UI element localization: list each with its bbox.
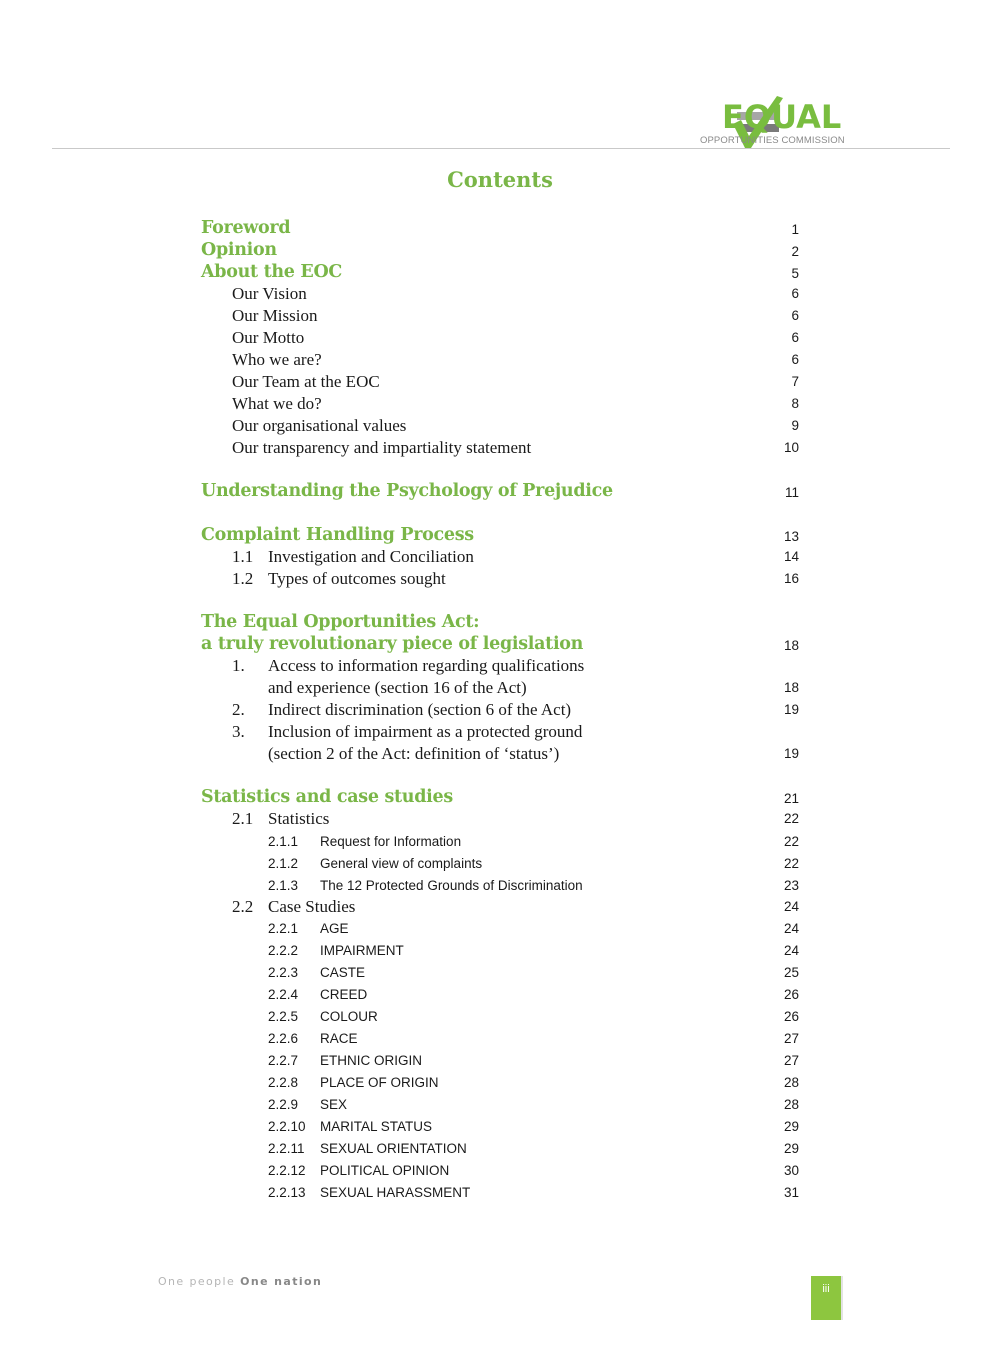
toc-entry-page: 22	[783, 856, 799, 871]
logo-subtitle: OPPORTUNITIES COMMISSION	[700, 135, 845, 146]
toc-entry-page: 16	[783, 571, 799, 586]
toc-entry-label: MARITAL STATUS	[320, 1119, 433, 1134]
toc-entry[interactable]	[0, 524, 1000, 546]
toc-entry-number: 2.	[232, 700, 245, 719]
toc-entry-label: Foreword	[201, 218, 291, 238]
toc-entry[interactable]	[0, 962, 1000, 984]
toc-entry-page: 28	[783, 1075, 799, 1090]
logo-word: EQUAL	[722, 98, 842, 136]
toc-entry[interactable]	[0, 217, 1000, 239]
toc-entry-label: Understanding the Psychology of Prejudice	[201, 481, 613, 501]
toc-entry[interactable]	[0, 940, 1000, 962]
toc-entry-label: PLACE OF ORIGIN	[320, 1075, 439, 1090]
toc-entry-label: General view of complaints	[320, 856, 483, 871]
toc-entry-number: 2.2.9	[268, 1097, 299, 1112]
toc-entry-label: SEXUAL ORIENTATION	[320, 1141, 467, 1156]
toc-entry[interactable]	[0, 808, 1000, 830]
page-number-badge	[811, 1276, 841, 1320]
toc-entry-label: Statistics	[268, 809, 330, 828]
toc-entry-number: 2.1.2	[268, 856, 299, 871]
toc-entry-label: CREED	[320, 987, 368, 1002]
toc-entry[interactable]	[0, 283, 1000, 305]
toc-entry-page: 19	[783, 702, 799, 717]
toc-entry-page: 10	[783, 440, 799, 455]
toc-entry[interactable]	[0, 1116, 1000, 1138]
toc-entry-page: 29	[783, 1141, 799, 1156]
toc-entry-label: Case Studies	[268, 897, 356, 916]
toc-entry-number: 1.2	[232, 569, 254, 588]
toc-entry-number: 1.	[232, 656, 245, 675]
toc-entry-page: 28	[783, 1097, 799, 1112]
toc-entry[interactable]	[0, 480, 1000, 502]
page-number: iii	[822, 1283, 830, 1295]
toc-entry-label: Our Mission	[232, 306, 318, 325]
toc-entry-number: 2.2.6	[268, 1031, 299, 1046]
toc-entry-page: 25	[783, 965, 799, 980]
toc-entry-number: 1.1	[232, 547, 254, 566]
tagline-dark: One nation	[240, 1275, 323, 1288]
toc-entry-label: Complaint Handling Process	[201, 525, 474, 545]
toc-entry-label: Access to information regarding qualifications	[268, 656, 585, 675]
toc-entry-label: Statistics and case studies	[201, 787, 453, 807]
toc-entry-label: What we do?	[232, 394, 322, 413]
toc-entry[interactable]	[0, 831, 1000, 853]
toc-entry[interactable]	[0, 305, 1000, 327]
toc-entry-page: 26	[783, 1009, 799, 1024]
toc-entry[interactable]	[0, 327, 1000, 349]
toc-entry-page: 19	[783, 746, 799, 761]
toc-entry-number: 2.2.11	[268, 1141, 305, 1156]
toc-entry-page: 6	[791, 352, 799, 367]
toc-entry-label: Who we are?	[232, 350, 322, 369]
toc-entry-label: Investigation and Conciliation	[268, 547, 474, 566]
toc-entry-label: a truly revolutionary piece of legislation	[201, 634, 584, 654]
toc-entry[interactable]	[0, 371, 1000, 393]
page-title: Contents	[447, 167, 553, 192]
toc-entry-page: 6	[791, 330, 799, 345]
toc-entry-number: 2.2.1	[268, 921, 299, 936]
toc-entry[interactable]	[0, 677, 1000, 699]
toc-entry-page: 27	[783, 1053, 799, 1068]
toc-entry[interactable]	[0, 261, 1000, 283]
toc-entry-label: COLOUR	[320, 1009, 378, 1024]
toc-entry-label: SEX	[320, 1097, 348, 1112]
toc-entry[interactable]	[0, 1182, 1000, 1204]
toc-entry-label: Request for Information	[320, 834, 462, 849]
toc-entry-page: 8	[791, 396, 799, 411]
toc-entry-number: 2.2	[232, 897, 254, 916]
toc-entry-page: 24	[783, 899, 799, 914]
toc-entry-label: and experience (section 16 of the Act)	[268, 678, 527, 697]
toc-entry-page: 27	[783, 1031, 799, 1046]
toc-entry-label: ETHNIC ORIGIN	[320, 1053, 423, 1068]
toc-entry[interactable]	[0, 1138, 1000, 1160]
toc-entry-page: 6	[791, 286, 799, 301]
toc-entry-page: 29	[783, 1119, 799, 1134]
toc-entry[interactable]	[0, 437, 1000, 459]
toc-entry-page: 1	[791, 222, 799, 237]
toc-entry-label: The Equal Opportunities Act:	[201, 612, 480, 632]
toc-entry-number: 2.2.2	[268, 943, 299, 958]
toc-entry-label: POLITICAL OPINION	[320, 1163, 450, 1178]
toc-entry-page: 14	[783, 549, 799, 564]
toc-entry-label: The 12 Protected Grounds of Discrimination	[320, 878, 583, 893]
toc-entry-page: 30	[783, 1163, 799, 1178]
toc-entry-page: 24	[783, 921, 799, 936]
toc-entry-number: 2.2.8	[268, 1075, 299, 1090]
toc-entry-number: 3.	[232, 722, 245, 741]
toc-entry[interactable]	[0, 699, 1000, 721]
toc-entry[interactable]	[0, 743, 1000, 765]
toc-entry-page: 18	[783, 638, 799, 653]
toc-entry[interactable]	[0, 239, 1000, 261]
footer-tagline	[158, 1275, 322, 1289]
toc-entry-number: 2.2.13	[268, 1185, 306, 1200]
toc-entry[interactable]	[0, 1028, 1000, 1050]
toc-entry[interactable]	[0, 393, 1000, 415]
toc-entry-number: 2.2.3	[268, 965, 299, 980]
toc-entry[interactable]	[0, 984, 1000, 1006]
toc-entry-label: Indirect discrimination (section 6 of the Act)	[268, 700, 572, 719]
toc-entry[interactable]	[0, 721, 1000, 743]
toc-entry-page: 11	[784, 485, 799, 500]
toc-entry-label: Types of outcomes sought	[268, 569, 446, 588]
toc-entry[interactable]	[0, 415, 1000, 437]
toc-entry-label: Inclusion of impairment as a protected ground	[268, 722, 583, 741]
toc-entry-label: AGE	[320, 921, 349, 936]
toc-entry-number: 2.2.4	[268, 987, 299, 1002]
toc-entry-page: 13	[783, 529, 799, 544]
toc-entry-number: 2.2.7	[268, 1053, 299, 1068]
header-divider	[52, 148, 950, 149]
toc-entry-number: 2.2.12	[268, 1163, 306, 1178]
toc-entry[interactable]	[0, 896, 1000, 918]
toc-entry-page: 7	[791, 374, 799, 389]
toc-entry-label: SEXUAL HARASSMENT	[320, 1185, 471, 1200]
toc-entry[interactable]	[0, 1094, 1000, 1116]
toc-entry-page: 9	[791, 418, 799, 433]
toc-entry-page: 31	[783, 1185, 799, 1200]
toc-entry[interactable]	[0, 1006, 1000, 1028]
toc-entry[interactable]	[0, 655, 1000, 677]
toc-entry-page: 26	[783, 987, 799, 1002]
toc-entry[interactable]	[0, 1050, 1000, 1072]
toc-entry-label: Opinion	[201, 240, 277, 260]
toc-entry-label: Our transparency and impartiality statement	[232, 438, 532, 457]
toc-entry[interactable]	[0, 853, 1000, 875]
toc-entry-page: 22	[783, 811, 799, 826]
toc-entry[interactable]	[0, 546, 1000, 568]
toc-entry-page: 6	[791, 308, 799, 323]
tagline-light: One people	[158, 1275, 236, 1288]
toc-entry[interactable]	[0, 611, 1000, 633]
toc-entry[interactable]	[0, 349, 1000, 371]
toc-entry[interactable]	[0, 918, 1000, 940]
toc-entry-number: 2.1	[232, 809, 254, 828]
toc-entry-page: 22	[783, 834, 799, 849]
toc-entry-page: 24	[783, 943, 799, 958]
toc-entry-label: Our Motto	[232, 328, 305, 347]
toc-entry-label: Our Team at the EOC	[232, 372, 380, 391]
toc-entry[interactable]	[0, 1160, 1000, 1182]
toc-entry[interactable]	[0, 633, 1000, 655]
toc-entry-number: 2.2.10	[268, 1119, 306, 1134]
toc-entry-label: CASTE	[320, 965, 366, 980]
toc-entry-label: About the EOC	[201, 262, 343, 282]
toc-entry-page: 2	[791, 244, 799, 259]
toc-entry-page: 21	[783, 791, 799, 806]
toc-entry-number: 2.2.5	[268, 1009, 299, 1024]
toc-entry[interactable]	[0, 568, 1000, 590]
toc-entry-number: 2.1.1	[268, 834, 299, 849]
toc-entry[interactable]	[0, 1072, 1000, 1094]
toc-entry-label: RACE	[320, 1031, 358, 1046]
toc-entry-number: 2.1.3	[268, 878, 299, 893]
toc-entry-page: 18	[783, 680, 799, 695]
toc-entry-page: 5	[791, 266, 799, 281]
toc-entry-label: Our organisational values	[232, 416, 407, 435]
toc-entry-page: 23	[783, 878, 799, 893]
toc-entry-label: IMPAIRMENT	[320, 943, 404, 958]
toc-entry[interactable]	[0, 875, 1000, 897]
toc-entry[interactable]	[0, 786, 1000, 808]
toc-entry-label: (section 2 of the Act: definition of ‘status’)	[268, 744, 560, 763]
toc-entry-label: Our Vision	[232, 284, 307, 303]
